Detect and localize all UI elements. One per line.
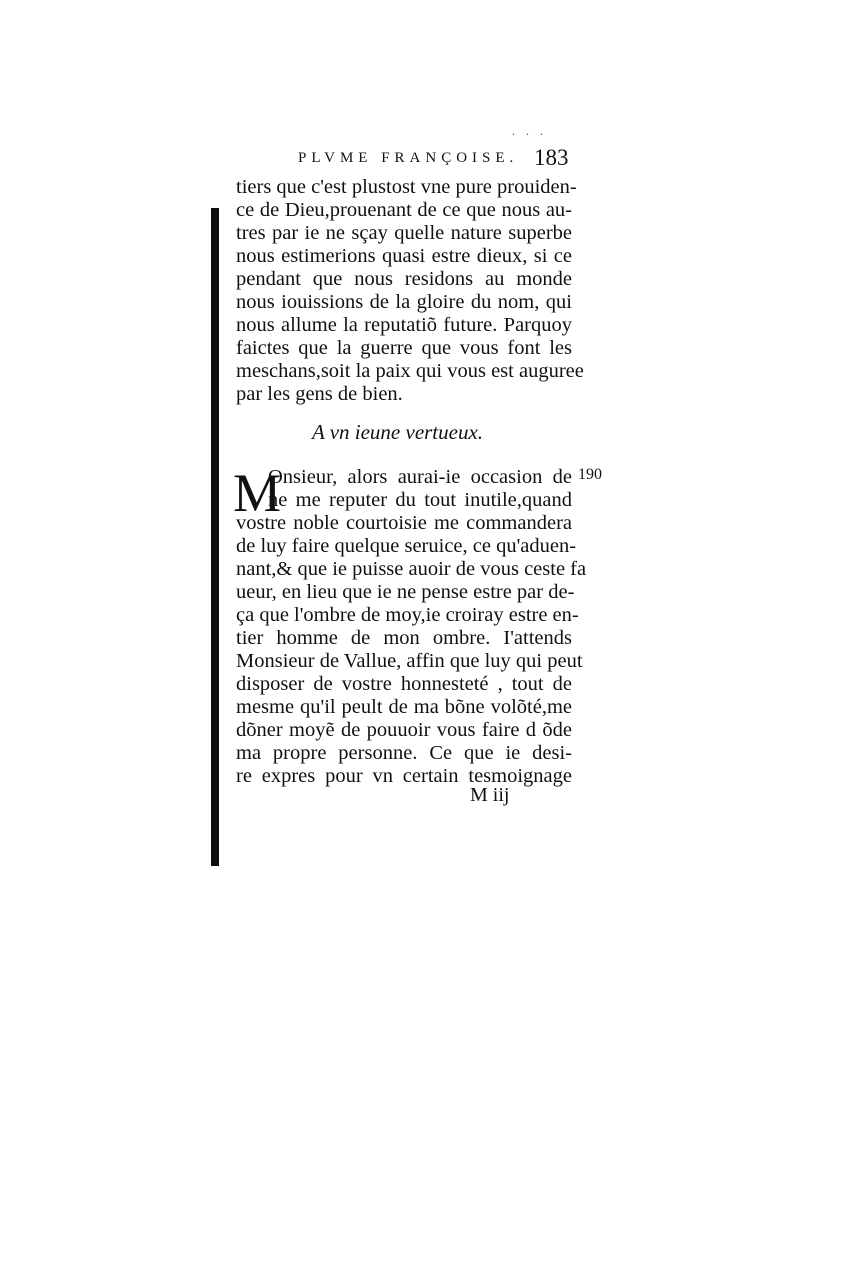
text-line: tier homme de mon ombre. I'attends <box>236 627 572 649</box>
margin-number: 190 <box>578 466 602 483</box>
text-line: pendant que nous residons au monde <box>236 268 572 290</box>
text-line: ueur, en lieu que ie ne pense estre par de- <box>236 581 575 603</box>
text-line: nant,& que ie puisse auoir de vous ceste fa <box>236 558 587 580</box>
binding-shadow-bar <box>211 208 219 866</box>
text-line: re expres pour vn certain tesmoignage <box>236 765 572 787</box>
text-line: Onsieur, alors aurai-ie occasion de <box>268 466 572 488</box>
text-line: Monsieur de Vallue, affin que luy qui peut <box>236 650 583 672</box>
text-line: ne me reputer du tout inutile,quand <box>268 489 572 511</box>
text-line: vostre noble courtoisie me commandera <box>236 512 572 534</box>
signature-mark: M iij <box>470 784 510 806</box>
text-line: faictes que la guerre que vous font les <box>236 337 572 359</box>
text-line: ce de Dieu,prouenant de ce que nous au- <box>236 199 572 221</box>
text-line: ma propre personne. Ce que ie desi- <box>236 742 572 764</box>
page-number: 183 <box>534 145 569 170</box>
running-title: PLVME FRANÇOISE. <box>298 150 519 166</box>
text-line: ça que l'ombre de moy,ie croiray estre en- <box>236 604 579 626</box>
text-line: mesme qu'il peult de ma bõne volõté,me <box>236 696 572 718</box>
text-line: nous iouissions de la gloire du nom, qui <box>236 291 572 313</box>
text-line: nous estimerions quasi estre dieux, si ce <box>236 245 572 267</box>
text-line: tiers que c'est plustost vne pure prouiden- <box>236 176 577 198</box>
drop-cap: M <box>233 463 282 523</box>
text-line: meschans,soit la paix qui vous est auguree <box>236 360 584 382</box>
text-line: de luy faire quelque seruice, ce qu'aduen- <box>236 535 577 557</box>
text-line: disposer de vostre honnesteté , tout de <box>236 673 572 695</box>
text-line: par les gens de bien. <box>236 383 403 405</box>
text-line: nous allume la reputatiõ future. Parquoy <box>236 314 572 336</box>
text-line: dõner moyẽ de pouuoir vous faire d õde <box>236 719 572 741</box>
section-heading: A vn ieune vertueux. <box>312 420 484 444</box>
ink-specks: . . . <box>512 124 547 138</box>
text-line: tres par ie ne sçay quelle nature superbe <box>236 222 572 244</box>
